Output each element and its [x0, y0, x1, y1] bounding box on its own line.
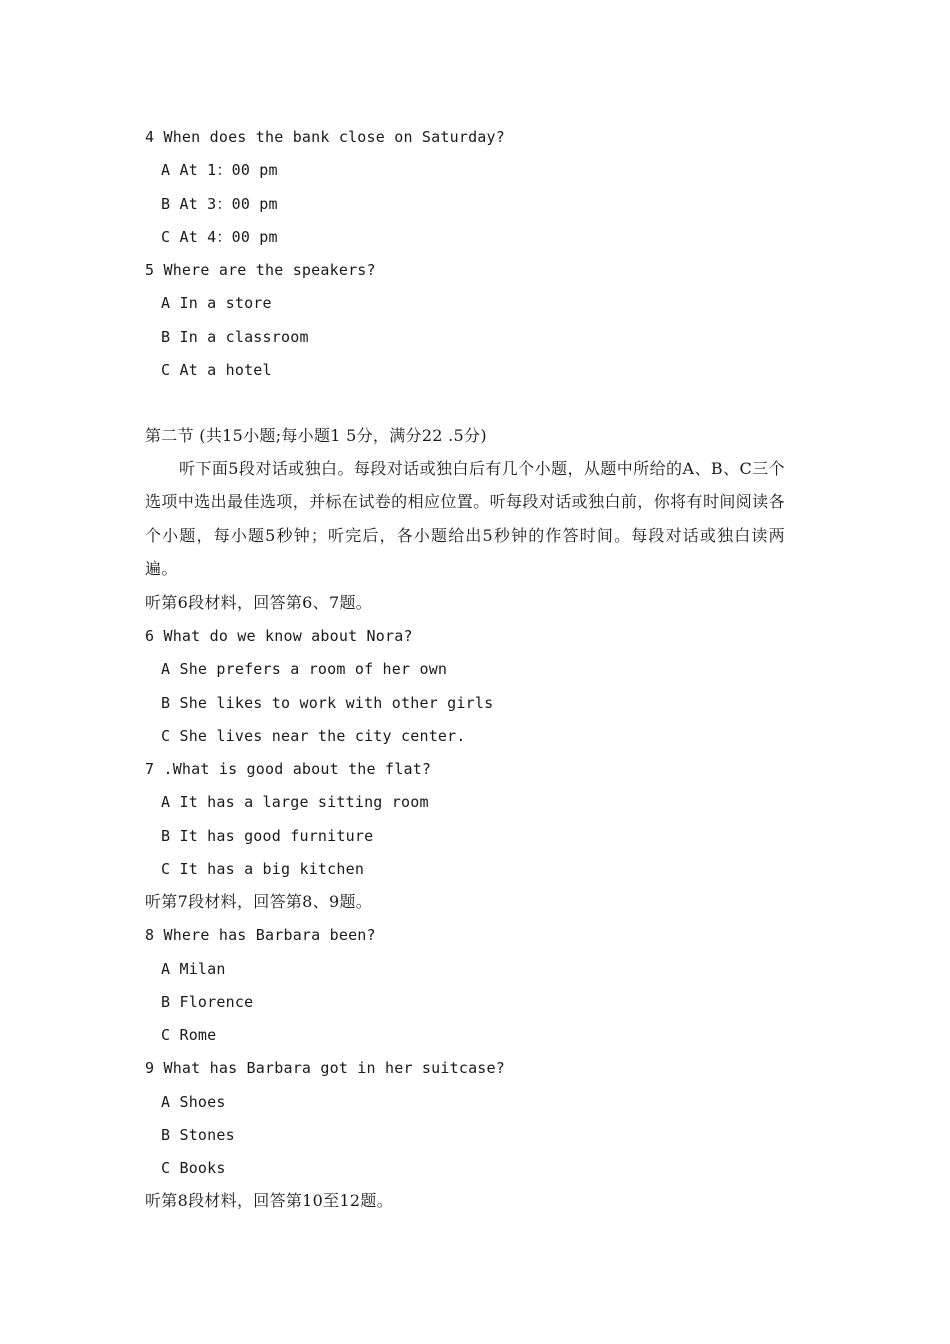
question-6-option-c: C She lives near the city center. [161, 727, 466, 745]
question-7-option-c: C It has a big kitchen [161, 860, 365, 878]
question-9-option-a: A Shoes [161, 1093, 226, 1111]
material-8-instruction: 听第8段材料，回答第10至12题。 [145, 1191, 393, 1210]
question-4: 4 When does the bank close on Saturday? [145, 128, 505, 146]
question-8-option-a: A Milan [161, 960, 226, 978]
question-5: 5 Where are the speakers? [145, 261, 376, 279]
question-4-option-c: C At 4：00 pm [161, 228, 278, 246]
material-7-instruction: 听第7段材料，回答第8、9题。 [145, 892, 373, 911]
question-8: 8 Where has Barbara been? [145, 926, 376, 944]
question-7-option-a: A It has a large sitting room [161, 793, 429, 811]
question-5-option-b: B In a classroom [161, 328, 309, 346]
question-5-option-a: A In a store [161, 294, 272, 312]
question-4-option-a: A At 1：00 pm [161, 161, 278, 179]
material-6-instruction: 听第6段材料，回答第6、7题。 [145, 593, 373, 612]
question-9-option-c: C Books [161, 1159, 226, 1177]
question-9-option-b: B Stones [161, 1126, 235, 1144]
question-5-option-c: C At a hotel [161, 361, 272, 379]
section-2-instructions: 听下面5段对话或独白。每段对话或独白后有几个小题，从题中所给的A、B、C三个选项中选出最佳选项，并标在试卷的相应位置。听每段对话或独白前，你将有时间阅读各个小题，每小题5秒钟；听完后，各小题给出5秒钟的作答时间。每段对话或独白读两遍。 [145, 459, 785, 578]
question-4-option-b: B At 3：00 pm [161, 195, 278, 213]
section-2-heading: 第二节 (共15小题;每小题1 5分，满分22 .5分) [145, 426, 487, 445]
question-9: 9 What has Barbara got in her suitcase? [145, 1059, 505, 1077]
question-8-option-b: B Florence [161, 993, 254, 1011]
question-7-option-b: B It has good furniture [161, 827, 374, 845]
question-6-option-b: B She likes to work with other girls [161, 694, 494, 712]
question-7: 7 .What is good about the flat? [145, 760, 432, 778]
question-6: 6 What do we know about Nora? [145, 627, 413, 645]
question-8-option-c: C Rome [161, 1026, 217, 1044]
question-6-option-a: A She prefers a room of her own [161, 660, 448, 678]
